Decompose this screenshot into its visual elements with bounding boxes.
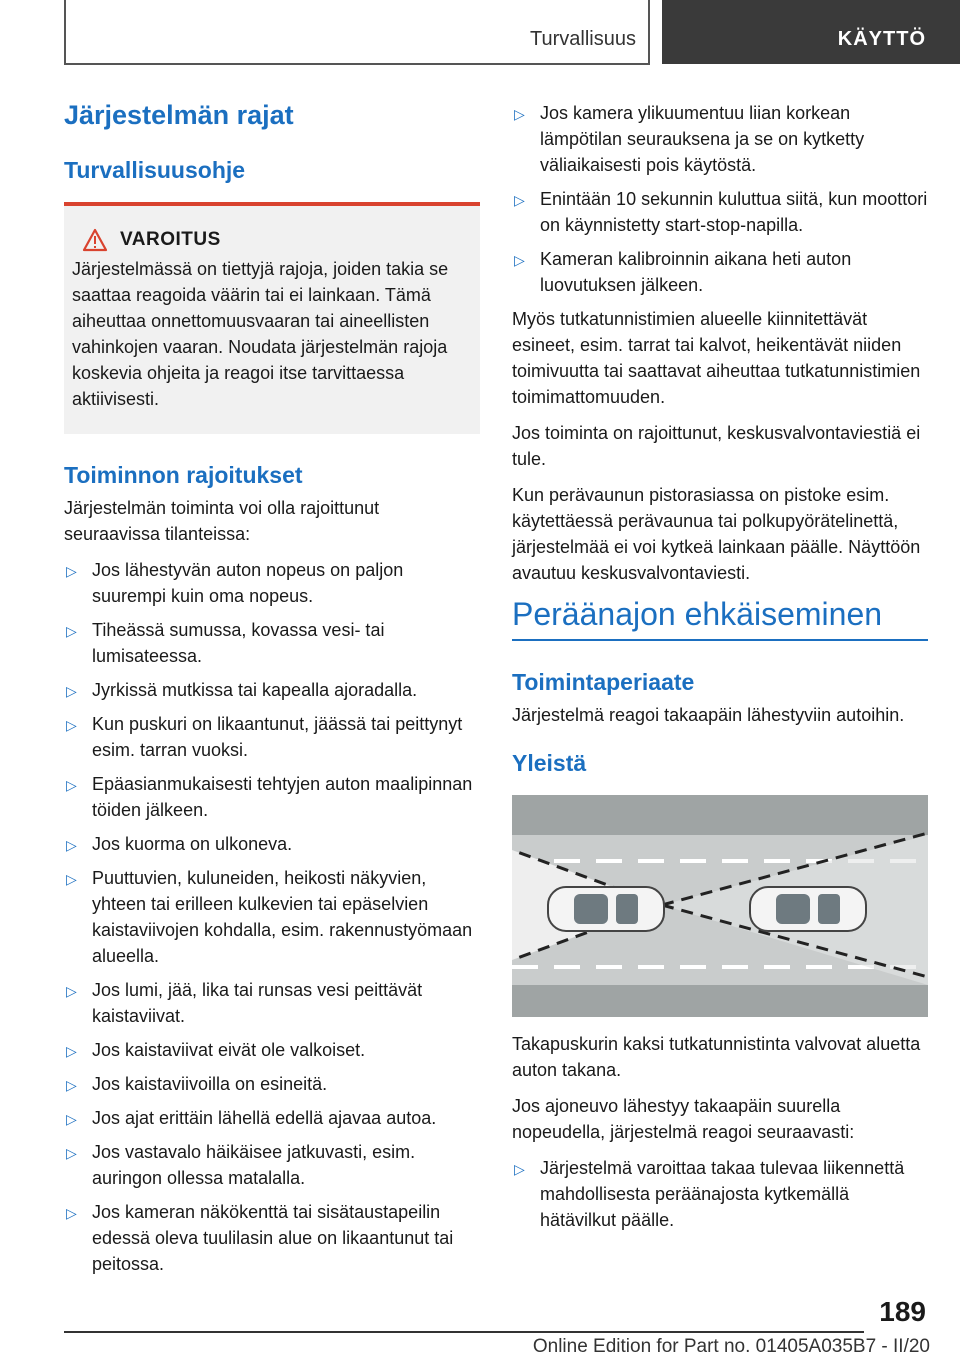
limits-list-continued: [512, 100, 928, 298]
list-item: ▷ Jos lähestyvän auton nopeus on paljon suurempi kuin oma nopeus.: [66, 560, 404, 606]
list-item: ▷ Jos kaistaviivat eivät ole valkoiset.: [64, 1037, 480, 1063]
triangle-bullet-icon: ▷: [66, 871, 77, 887]
road-diagram: [512, 795, 928, 1017]
principle-text: Järjestelmä reagoi takaapäin lähestyviin autoihin.: [512, 705, 905, 725]
footer-edition: Online Edition for Part no. 01405A035B7 - II/20: [532, 1336, 930, 1357]
list-item: ▷ Järjestelmä varoittaa takaa tulevaa liikennettä mahdollisesta peräänajosta kytkemällä hätävilkut päälle.: [514, 1158, 905, 1230]
left-column: [64, 100, 480, 1285]
list-item: ▷ Jos kaistaviivoilla on esineitä.: [64, 1071, 480, 1097]
triangle-bullet-icon: ▷: [66, 717, 77, 733]
right-column: [512, 100, 928, 1241]
triangle-bullet-icon: ▷: [66, 1205, 77, 1221]
list-item: ▷ Kameran kalibroinnin aikana heti auton luovutuksen jälkeen.: [514, 249, 852, 295]
figure-caption: Takapuskurin kaksi tutkatunnistinta valvovat aluetta auton takana.: [512, 1034, 921, 1080]
footer-rule: [64, 1331, 864, 1333]
subtitle-function-limits: Toiminnon rajoitukset: [64, 462, 303, 488]
list-item: ▷ Jyrkissä mutkissa tai kapealla ajoradalla.: [64, 677, 480, 703]
subtitle-general: Yleistä: [512, 750, 587, 776]
reactions-list: [512, 1155, 928, 1233]
header-section-label: Turvallisuus: [530, 28, 636, 50]
header-chapter-tab: [662, 0, 960, 64]
triangle-bullet-icon: ▷: [66, 777, 77, 793]
triangle-bullet-icon: ▷: [514, 252, 525, 268]
car-front-icon: [750, 887, 866, 931]
paragraph-no-message: Jos toiminta on rajoittunut, keskusvalvontaviestiä ei tule.: [512, 423, 921, 469]
list-item: ▷ Jos kamera ylikuumentuu liian korkean lämpötilan seurauksena ja se on kytketty väliaikaisesti pois käytöstä.: [514, 103, 865, 175]
limits-list: [64, 557, 480, 1277]
header-frame-bottom: [64, 63, 650, 65]
header-chapter-label: KÄYTTÖ: [837, 28, 926, 50]
section-title-rear-collision: Peräänajon ehkäiseminen: [512, 596, 883, 632]
subtitle-safety: Turvallisuusohje: [64, 157, 246, 183]
triangle-bullet-icon: ▷: [66, 623, 77, 639]
list-item: ▷ Kun puskuri on likaantunut, jäässä tai peittynyt esim. tarran vuoksi.: [66, 714, 463, 760]
triangle-bullet-icon: ▷: [66, 1043, 77, 1059]
warning-text: Järjestelmässä on tiettyjä rajoja, joiden takia se saattaa reagoida väärin tai ei lainkaan. Tämä aiheuttaa onnettomuusvaaran tai aineellisten vahinkojen vaaran. Noudata järjestelmän rajoja koskevia ohjeita ja reagoi itse tarvittaessa aktiivisesti.: [72, 259, 449, 409]
car-rear-icon: [548, 887, 664, 931]
list-item: ▷ Enintään 10 sekunnin kuluttua siitä, kun moottori on käynnistetty start-stop-napilla.: [514, 189, 928, 235]
section-heading-rule: [512, 596, 928, 641]
list-item: ▷ Jos lumi, jää, lika tai runsas vesi peittävät kaistaviivat.: [66, 980, 423, 1026]
paragraph-fast-approach: Jos ajoneuvo lähestyy takaapäin suurella nopeudella, järjestelmä reagoi seuraavasti:: [512, 1096, 855, 1142]
triangle-bullet-icon: ▷: [66, 683, 77, 699]
header-frame-separator: [648, 0, 650, 64]
limits-intro: Järjestelmän toiminta voi olla rajoittunut seuraavissa tilanteissa:: [64, 498, 380, 544]
header-frame-left: [64, 0, 66, 64]
subtitle-principle: Toimintaperiaate: [512, 669, 695, 695]
radar-illustration: [512, 795, 928, 1017]
list-item: ▷ Jos kameran näkökenttä tai sisätaustapeilin edessä oleva tuulilasin alue on likaantunut tai peitossa.: [66, 1202, 454, 1274]
triangle-bullet-icon: ▷: [514, 106, 525, 122]
list-item: ▷ Jos kuorma on ulkoneva.: [64, 831, 480, 857]
paragraph-trailer: Kun perävaunun pistorasiassa on pistoke esim. käytettäessä perävaunua tai polkupyörätelinettä, järjestelmää ei voi kytkeä lainkaan päälle. Näyttöön avautuu keskusvalvontaviesti.: [512, 485, 921, 583]
list-item: ▷ Jos vastavalo häikäisee jatkuvasti, esim. auringon ollessa matalalla.: [66, 1142, 416, 1188]
warning-heading: [72, 228, 472, 252]
paragraph-sensors: Myös tutkatunnistimien alueelle kiinnitettävät esineet, esim. tarrat tai kalvot, heikentävät niiden toimivuutta tai saattavat aiheuttaa tutkatunnistimien toimimattomuuden.: [512, 309, 921, 407]
warning-triangle-icon: [82, 228, 108, 252]
triangle-bullet-icon: ▷: [514, 192, 525, 208]
triangle-bullet-icon: ▷: [66, 1145, 77, 1161]
list-item: ▷ Jos ajat erittäin lähellä edellä ajavaa autoa.: [64, 1105, 480, 1131]
list-item: ▷ Epäasianmukaisesti tehtyjen auton maalipinnan töiden jälkeen.: [66, 774, 473, 820]
triangle-bullet-icon: ▷: [66, 837, 77, 853]
warning-box: [64, 202, 480, 434]
section-title-limits: Järjestelmän rajat: [64, 100, 294, 130]
warning-label: VAROITUS: [120, 229, 221, 250]
triangle-bullet-icon: ▷: [514, 1161, 525, 1177]
triangle-bullet-icon: ▷: [66, 1077, 77, 1093]
triangle-bullet-icon: ▷: [66, 1111, 77, 1127]
triangle-bullet-icon: ▷: [66, 563, 77, 579]
list-item: ▷ Tiheässä sumussa, kovassa vesi- tai lumisateessa.: [66, 620, 385, 666]
page-number: 189: [879, 1296, 926, 1327]
triangle-bullet-icon: ▷: [66, 983, 77, 999]
list-item: ▷ Puuttuvien, kuluneiden, heikosti näkyvien, yhteen tai erilleen kulkevien tai epäselvien kaistaviivojen kohdalla, esim. rakennustyömaan alueella.: [66, 868, 473, 966]
